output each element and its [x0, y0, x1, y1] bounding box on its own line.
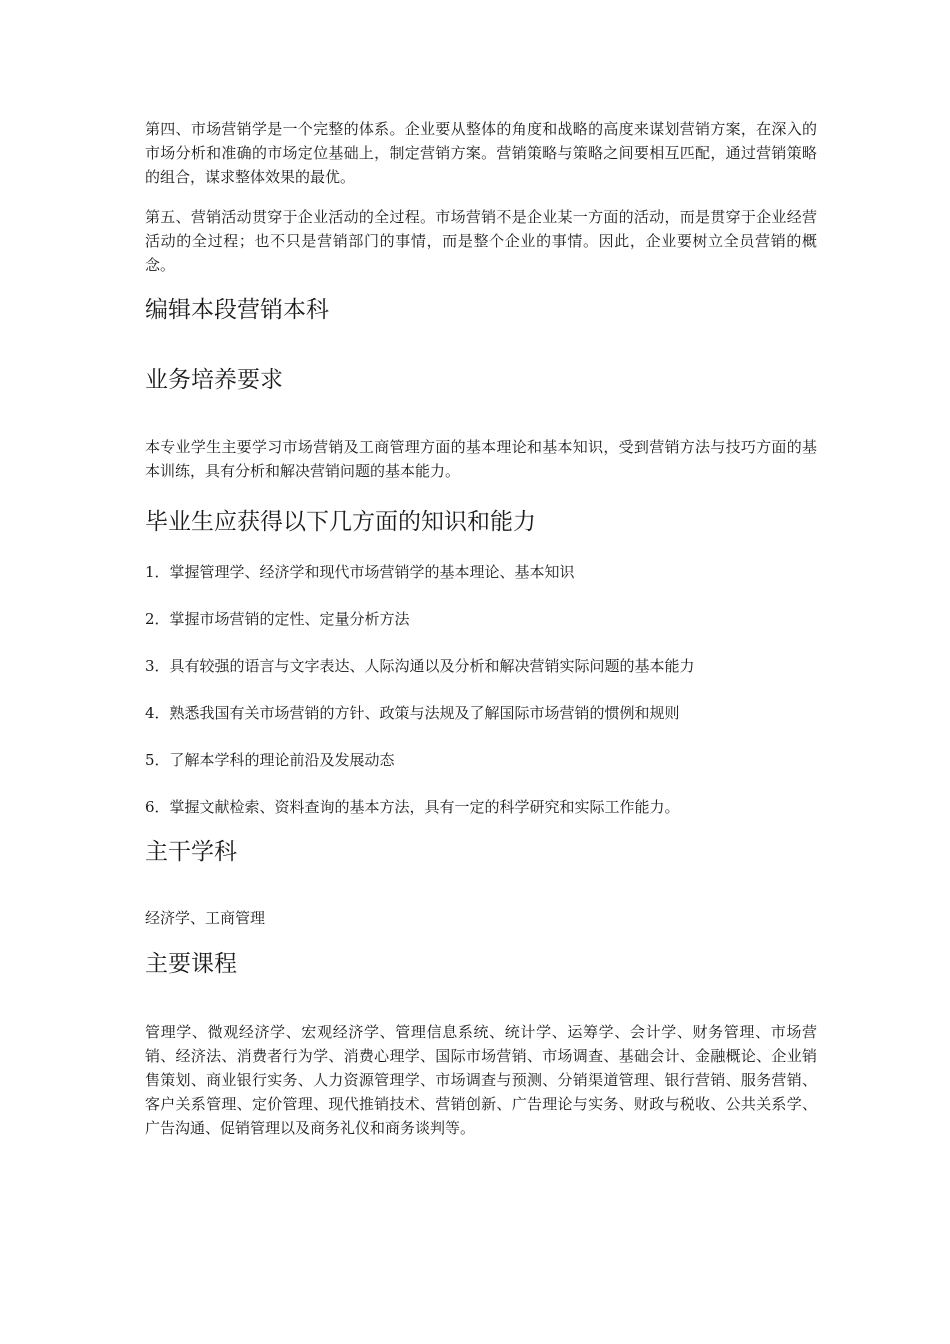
heading-main-courses: 主要课程: [145, 951, 237, 977]
list-item: 1．掌握管理学、经济学和现代市场营销学的基本理论、基本知识: [145, 563, 575, 581]
knowledge-list: [145, 560, 817, 819]
paragraph-fourth: 第四、市场营销学是一个完整的体系。企业要从整体的角度和战略的高度来谋划营销方案，在深入的市场分析和准确的市场定位基础上，制定营销方案。营销策略与策略之间要相互匹配，通过营销策略的组合，谋求整体效果的最优。: [145, 120, 817, 186]
list-item: 2．掌握市场营销的定性、定量分析方法: [145, 610, 410, 628]
heading-main-disciplines: 主干学科: [145, 839, 237, 865]
heading-business-training: 业务培养要求: [145, 367, 283, 393]
heading-edit-section: 编辑本段营销本科: [145, 297, 329, 323]
disciplines-paragraph: 经济学、工商管理: [145, 909, 266, 927]
list-item: 3．具有较强的语言与文字表达、人际沟通以及分析和解决营销实际问题的基本能力: [145, 657, 695, 675]
list-item: 6．掌握文献检索、资料查询的基本方法，具有一定的科学研究和实际工作能力。: [145, 798, 680, 816]
courses-paragraph: 管理学、微观经济学、宏观经济学、管理信息系统、统计学、运筹学、会计学、财务管理、市场营销、经济法、消费者行为学、消费心理学、国际市场营销、市场调查、基础会计、金融概论、企业销售策划、商业银行实务、人力资源管理学、市场调查与预测、分销渠道管理、银行营销、服务营销、客户关系管理、定价管理、现代推销技术、营销创新、广告理论与实务、财政与税收、公共关系学、广告沟通、促销管理以及商务礼仪和商务谈判等。: [145, 1023, 817, 1137]
list-item: 4．熟悉我国有关市场营销的方针、政策与法规及了解国际市场营销的惯例和规则: [145, 704, 680, 722]
training-paragraph: 本专业学生主要学习市场营销及工商管理方面的基本理论和基本知识，受到营销方法与技巧方面的基本训练，具有分析和解决营销问题的基本能力。: [145, 438, 817, 480]
document-page: [145, 112, 817, 1140]
heading-graduate-knowledge: 毕业生应获得以下几方面的知识和能力: [145, 509, 536, 535]
list-item: 5．了解本学科的理论前沿及发展动态: [145, 751, 395, 769]
paragraph-fifth: 第五、营销活动贯穿于企业活动的全过程。市场营销不是企业某一方面的活动，而是贯穿于企业经营活动的全过程；也不只是营销部门的事情，而是整个企业的事情。因此，企业要树立全员营销的概念。: [145, 208, 817, 274]
